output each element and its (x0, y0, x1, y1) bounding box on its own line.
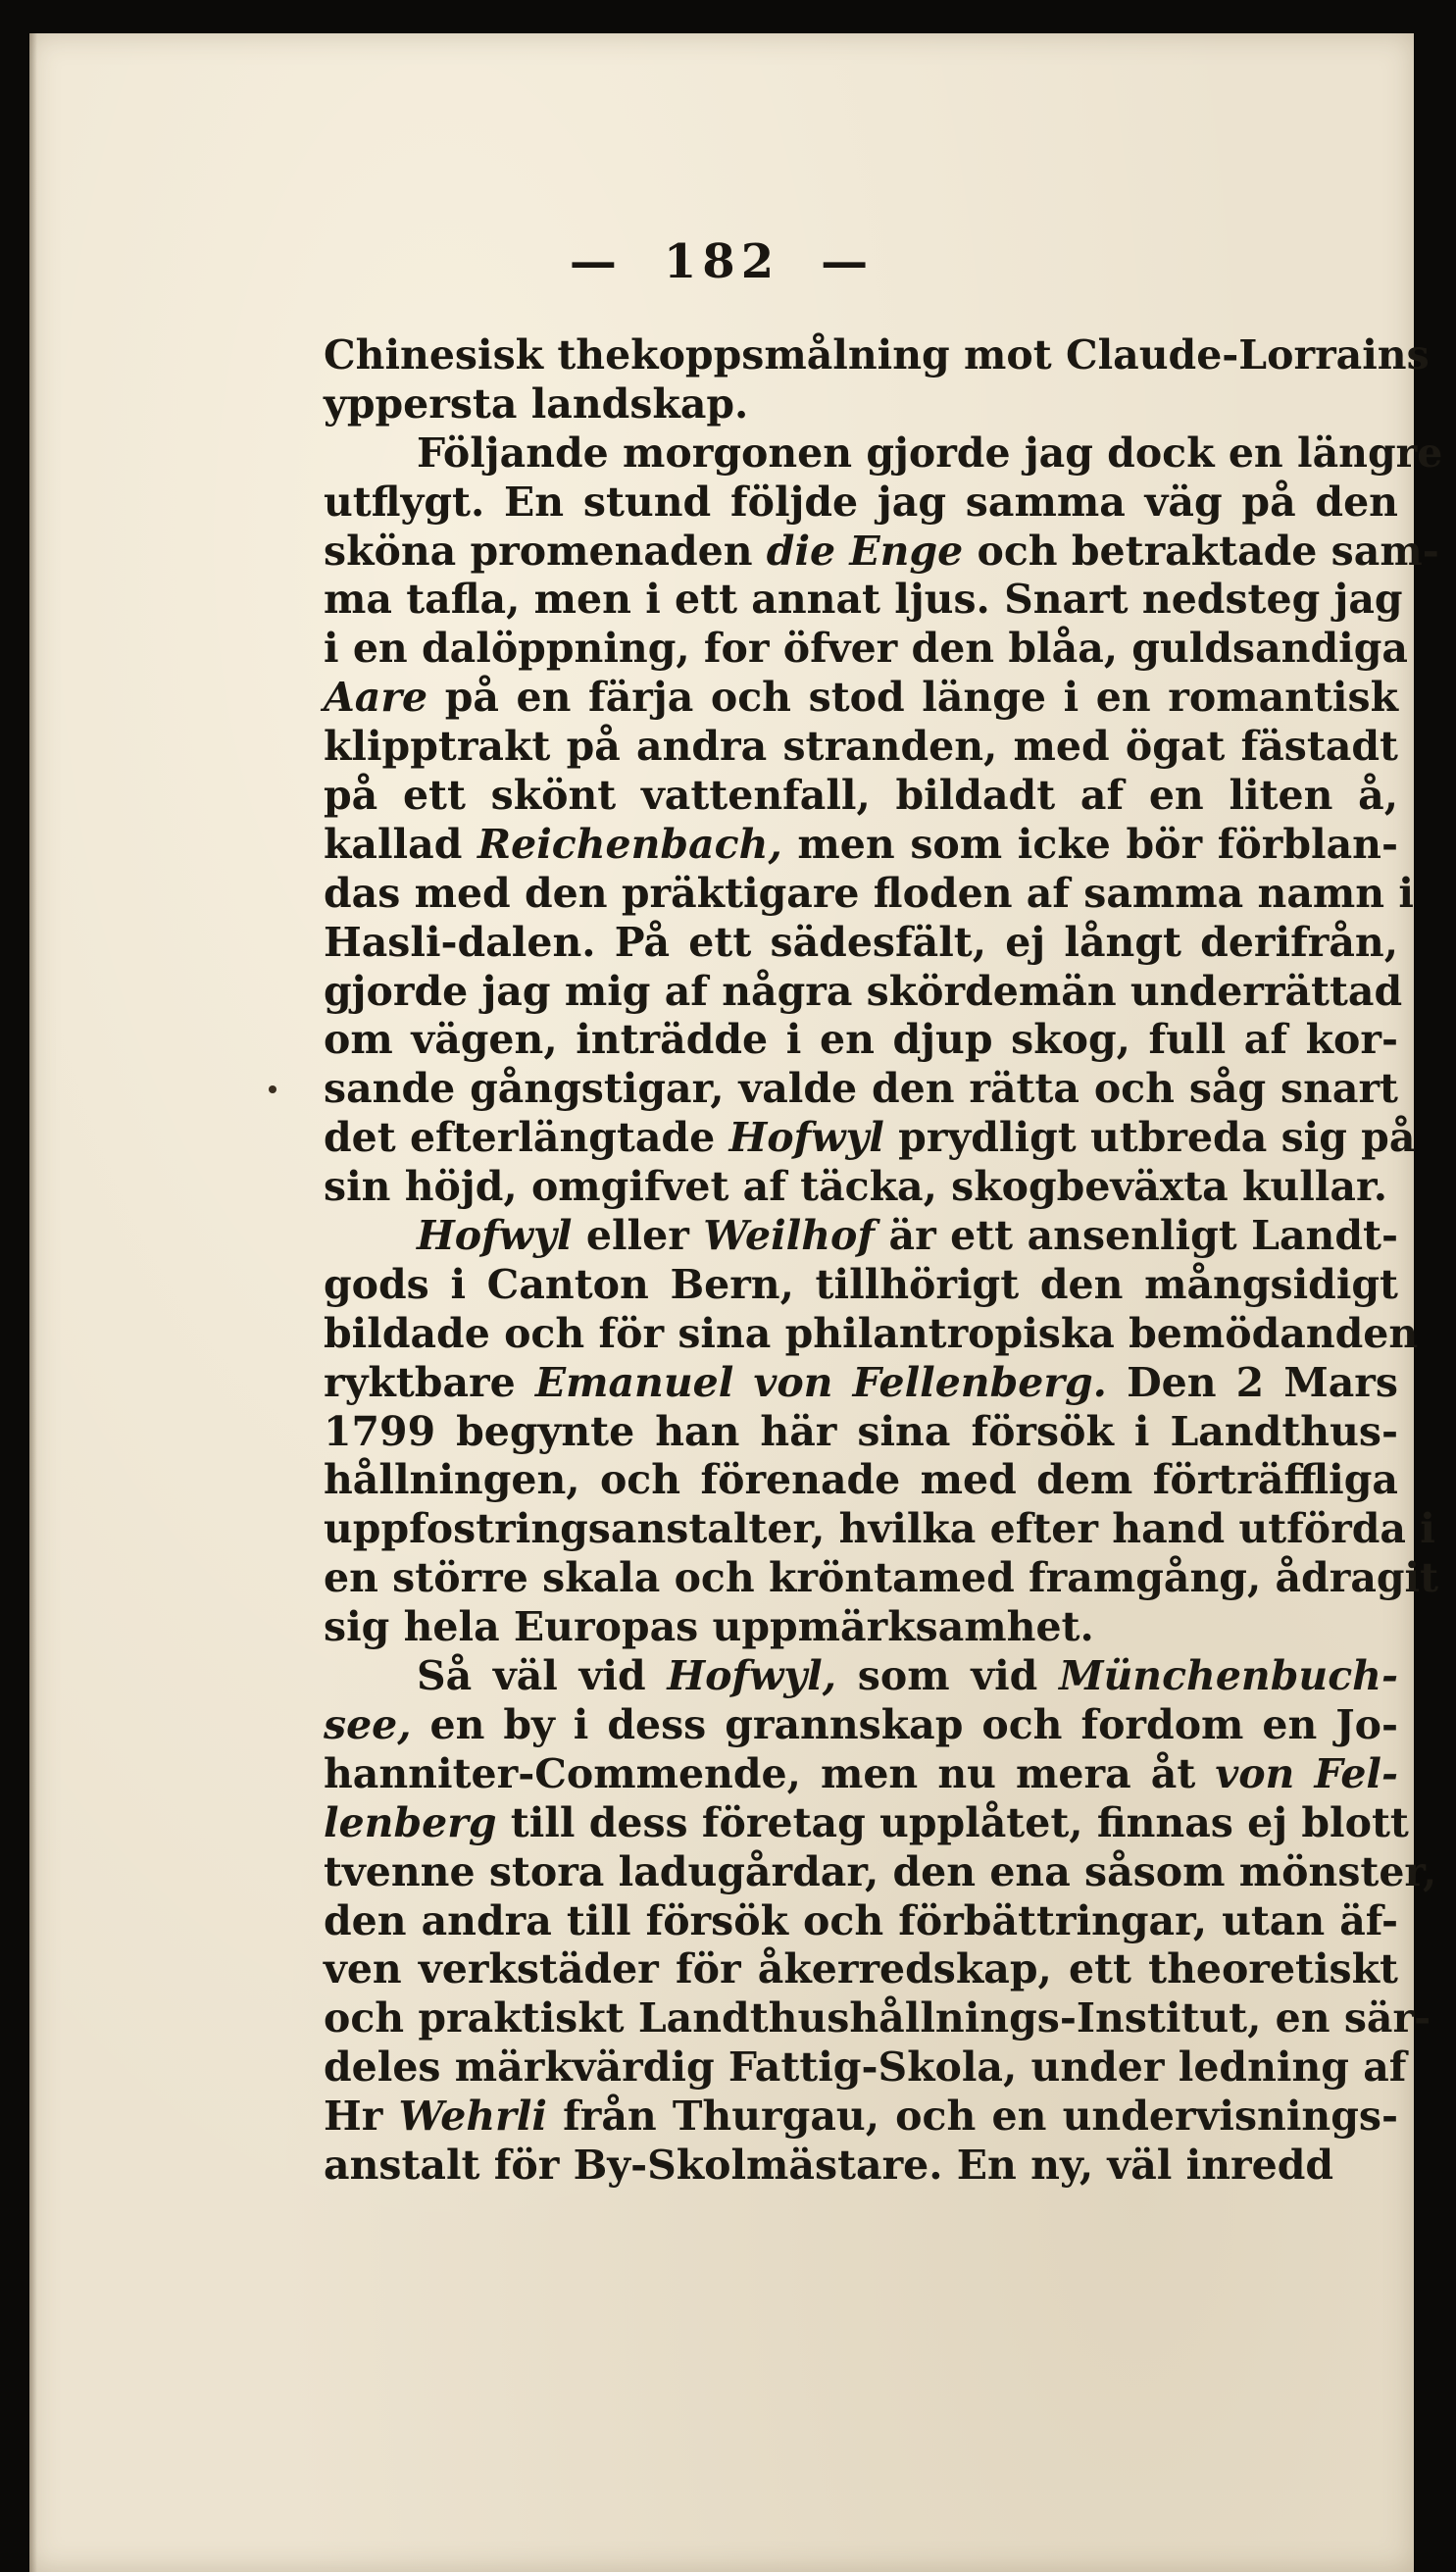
text-segment: hanniter-Commende, men nu mera åt (324, 1749, 1216, 1797)
text-segment: yppersta landskap. (324, 379, 749, 428)
text-segment: om vägen, inträdde i en djup skog, full af kor- (324, 1016, 1398, 1064)
text-line (324, 1261, 1398, 1310)
italic-text: Aare (324, 674, 428, 722)
body-text (324, 331, 1443, 2191)
text-line (324, 967, 1403, 1017)
text-segment: som vid (836, 1652, 1060, 1700)
text-line (324, 1652, 1398, 1701)
text-segment: till dess företag upplåtet, finnas ej blott (496, 1798, 1409, 1846)
text-segment: Chinesisk thekoppsmålning mot Claude-Lorrains (324, 331, 1430, 378)
text-line (324, 2093, 1398, 2142)
text-line (324, 674, 1398, 723)
text-segment: Följande morgonen gjorde jag dock en längre (417, 429, 1443, 477)
text-line (324, 1505, 1435, 1554)
text-segment: är ett ansenligt Landt- (875, 1212, 1398, 1260)
text-segment: Den 2 Mars (1106, 1358, 1398, 1406)
text-segment: ryktbare (324, 1358, 535, 1406)
header-dash-right: — (821, 234, 875, 289)
book-page (29, 33, 1443, 2572)
italic-text: Reichenbach, (477, 820, 782, 868)
italic-text: Hofwyl, (667, 1652, 837, 1700)
text-segment: tvenne stora ladugårdar, den ena såsom mönster, (324, 1847, 1437, 1895)
text-segment: sig hela Europas uppmärksamhet. (324, 1603, 1094, 1651)
text-line (324, 1701, 1398, 1750)
text-segment: hållningen, och förenade med dem förträffliga (324, 1456, 1398, 1504)
text-segment: Hasli-dalen. På ett sädesfält, ej långt derifrån, (324, 918, 1398, 966)
text-segment: på ett skönt vattenfall, bildadt af en liten å, (324, 772, 1398, 820)
text-line (324, 2043, 1407, 2093)
text-line (324, 576, 1403, 625)
text-segment: Hr (324, 2093, 399, 2141)
text-line (324, 1163, 1398, 1212)
text-line (324, 380, 1398, 429)
text-segment: ven verkstäder för åkerredskap, ett theoretiskt (324, 1945, 1398, 1993)
text-line (324, 1798, 1409, 1848)
text-line (324, 429, 1443, 479)
text-line (324, 1309, 1419, 1359)
text-segment: den andra till försök och förbättringar, utan äf- (324, 1896, 1398, 1944)
text-segment: sköna promenaden (324, 527, 767, 575)
page-header (29, 234, 1414, 289)
margin-mark (269, 1085, 276, 1093)
text-line (324, 1750, 1398, 1799)
text-line (324, 1603, 1398, 1652)
text-segment: på en färja och stod länge i en romantisk (427, 674, 1398, 722)
text-segment: anstalt för By-Skolmästare. En ny, väl inredd (324, 2141, 1334, 2189)
text-segment: uppfostringsanstalter, hvilka efter hand utförda i (324, 1505, 1435, 1553)
italic-text: see, (324, 1700, 412, 1748)
text-line (324, 1212, 1398, 1261)
text-segment: det efterlängtade (324, 1114, 729, 1162)
text-line (324, 625, 1408, 674)
text-segment: deles märkvärdig Fattig-Skola, under ledning af (324, 2043, 1407, 2092)
text-segment: eller (572, 1212, 704, 1260)
text-segment: prydligt utbreda sig på (883, 1114, 1416, 1162)
italic-text: Münchenbuch- (1059, 1652, 1398, 1700)
text-line (324, 2142, 1398, 2191)
text-line (324, 1114, 1416, 1163)
text-line (324, 1897, 1398, 1946)
text-line (324, 869, 1414, 919)
text-segment: gjorde jag mig af några skördemän underrättad (324, 967, 1403, 1015)
italic-text: Emanuel von Fellenberg. (534, 1358, 1107, 1406)
text-line (324, 1994, 1431, 2043)
text-segment: och betraktade sam- (963, 527, 1439, 575)
text-line (324, 1359, 1398, 1408)
text-segment: das med den präktigare floden af samma namn i (324, 869, 1414, 917)
italic-text: die Enge (766, 527, 964, 575)
text-line (324, 1554, 1439, 1603)
text-line (324, 821, 1398, 870)
page-gutter-shadow (29, 33, 37, 2572)
text-line (324, 1016, 1398, 1065)
page-number: 182 (663, 234, 780, 289)
text-line (324, 479, 1398, 528)
text-line (324, 1065, 1398, 1114)
text-line (324, 919, 1398, 968)
text-segment: kallad (324, 820, 478, 868)
text-segment: och praktiskt Landthushållnings-Institut, en sär- (324, 1994, 1431, 2042)
text-line (324, 772, 1398, 821)
text-segment: utflygt. En stund följde jag samma väg på den (324, 478, 1398, 526)
text-line (324, 331, 1430, 380)
text-segment: ma tafla, men i ett annat ljus. Snart nedsteg jag (324, 576, 1403, 624)
italic-text: Hofwyl (417, 1212, 573, 1260)
text-segment: klipptrakt på andra stranden, med ögat fästadt (324, 723, 1398, 771)
text-segment: Så väl vid (417, 1652, 668, 1700)
header-dash-left: — (569, 234, 623, 289)
text-segment: sande gångstigar, valde den rätta och såg snart (324, 1065, 1398, 1113)
text-segment: i en dalöppning, for öfver den blåa, guldsandiga (324, 625, 1408, 673)
text-segment: från Thurgau, och en undervisnings- (546, 2093, 1398, 2141)
text-segment: men som icke bör förblan- (781, 820, 1398, 868)
italic-text: lenberg (324, 1798, 497, 1846)
italic-text: von Fel- (1215, 1749, 1399, 1797)
text-line (324, 723, 1398, 772)
italic-text: Hofwyl (728, 1114, 884, 1162)
text-segment: en by i dess grannskap och fordom en Jo- (411, 1700, 1398, 1748)
text-line (324, 1408, 1398, 1457)
text-line (324, 1945, 1398, 1994)
text-segment: gods i Canton Bern, tillhörigt den mångsidigt (324, 1260, 1398, 1308)
italic-text: Wehrli (398, 2093, 547, 2141)
text-line (324, 1456, 1398, 1505)
text-segment: bildade och för sina philantropiska bemödanden (324, 1309, 1419, 1357)
italic-text: Weilhof (703, 1212, 876, 1260)
text-line (324, 1847, 1437, 1897)
text-line (324, 527, 1439, 577)
text-segment: en större skala och kröntamed framgång, ådragit (324, 1554, 1439, 1602)
text-segment: sin höjd, omgifvet af täcka, skogbeväxta kullar. (324, 1163, 1388, 1211)
text-segment: 1799 begynte han här sina försök i Landthus- (324, 1407, 1398, 1455)
